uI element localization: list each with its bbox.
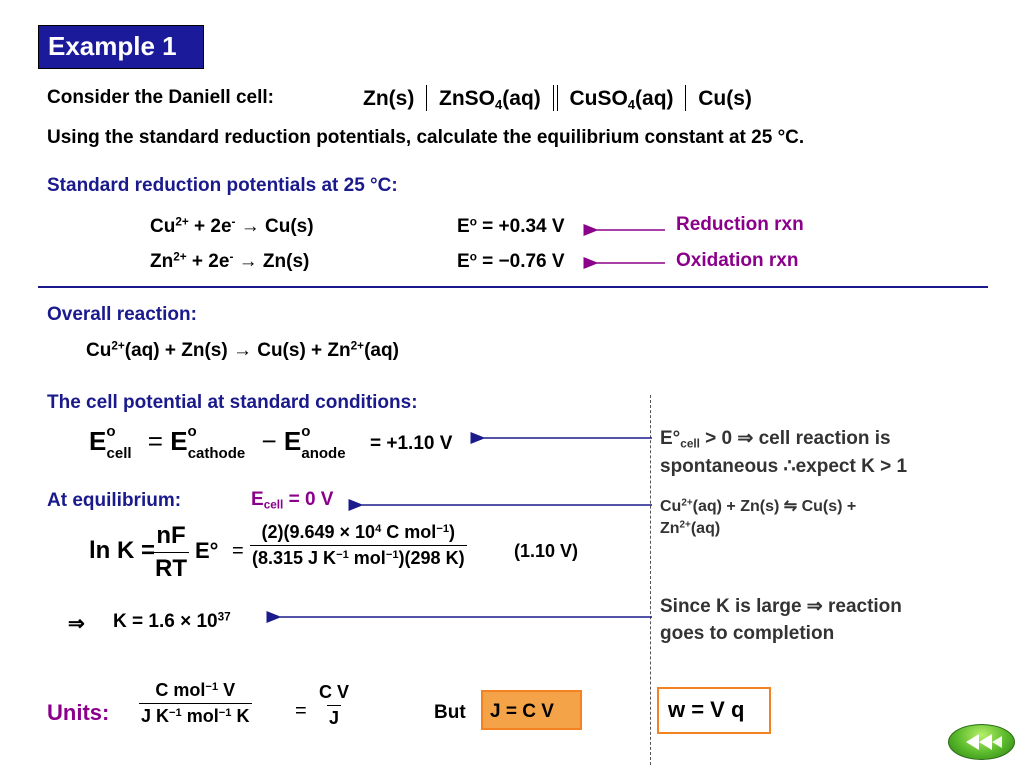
question-text: Using the standard reduction potentials, calculate the equilibrium constant at 25 °C. bbox=[47, 127, 805, 148]
cu-s: Cu(s) bbox=[698, 87, 752, 110]
ecell-zero: $E_{cell} = 0$ V bbox=[251, 489, 334, 512]
consider-label: Consider the Daniell cell: bbox=[47, 87, 274, 108]
overall-reaction: $Cu^{2+}(aq) + Zn(s) \to Cu(s) + Zn^{2+}(aq)$ bbox=[86, 339, 399, 361]
cuso: CuSO bbox=[569, 87, 628, 110]
equilibrium-note: $Cu^{2+}(aq) + Zn(s)$ ⇋ Cu(s) + $Zn^{2+}(aq)$ bbox=[660, 497, 857, 537]
work-equation: w = V q bbox=[668, 697, 745, 722]
spontaneous-note: $E^\circ_{cell} > 0$ ⇒ cell reaction is spontaneous ∴expect K > 1 bbox=[660, 428, 908, 477]
overall-heading: Overall reaction: bbox=[47, 304, 197, 325]
cv-over-j: $\frac{\text{C V}}{J}$ bbox=[319, 682, 350, 728]
cell-notation: Zn(s) ZnSO$_4$(aq) CuSO$_4$(aq) Cu(s) bbox=[363, 87, 752, 112]
units-fraction: C mol$^{-1}$ V J $K^{-1}$ mol$^{-1}$ K bbox=[141, 680, 250, 726]
slide-title: Example 1 bbox=[48, 31, 177, 61]
units-equals: = bbox=[295, 700, 307, 722]
equilibrium-heading: At equilibrium: bbox=[47, 490, 182, 511]
cu-half-reaction: $Cu^{2+} + 2e^- \to Cu(s)$ bbox=[150, 215, 314, 237]
j-equals-cv-text: J = C V bbox=[490, 701, 554, 722]
zn-s: Zn(s) bbox=[363, 87, 415, 110]
lnk-fraction: $(2)(9.649 \times 10^4$ C mol$^{-1}$) (8.315 J $K^{-1}$ mol$^{-1}$)(298 K) bbox=[252, 522, 465, 568]
oxidation-label: Oxidation rxn bbox=[676, 250, 799, 271]
nf-over-rt: $\frac{nF}{RT}$ bbox=[155, 522, 187, 582]
lnk-label: ln K = bbox=[89, 537, 156, 564]
cell-potential-equation: $E^o_{cell} = E^o_{cathode} - E^o_{anode}$ bbox=[89, 423, 346, 462]
equals-sign: = bbox=[232, 540, 244, 562]
k-result: $K = 1.6 \times 10^{37}$ bbox=[113, 610, 231, 632]
completion-note: Since K is large ⇒ reaction goes to completion bbox=[660, 596, 902, 644]
e-standard: E° bbox=[195, 538, 219, 563]
cell-potential-heading: The cell potential at standard conditions: bbox=[47, 392, 418, 413]
cell-potential-value: = +1.10 V bbox=[370, 433, 453, 454]
zn-potential: $E^o = -0.76$ V bbox=[457, 250, 565, 272]
cu-potential: $E^o = +0.34$ V bbox=[457, 215, 565, 237]
implies-symbol: ⇒ bbox=[68, 613, 85, 635]
std-heading: Standard reduction potentials at 25 °C: bbox=[47, 175, 398, 196]
voltage-term: (1.10 V) bbox=[514, 541, 579, 561]
zn-half-reaction: $Zn^{2+} + 2e^- \to Zn(s)$ bbox=[150, 250, 310, 272]
units-label: Units: bbox=[47, 700, 110, 725]
but-label: But bbox=[434, 702, 466, 723]
reduction-label: Reduction rxn bbox=[676, 214, 804, 235]
znso: ZnSO bbox=[439, 87, 496, 110]
